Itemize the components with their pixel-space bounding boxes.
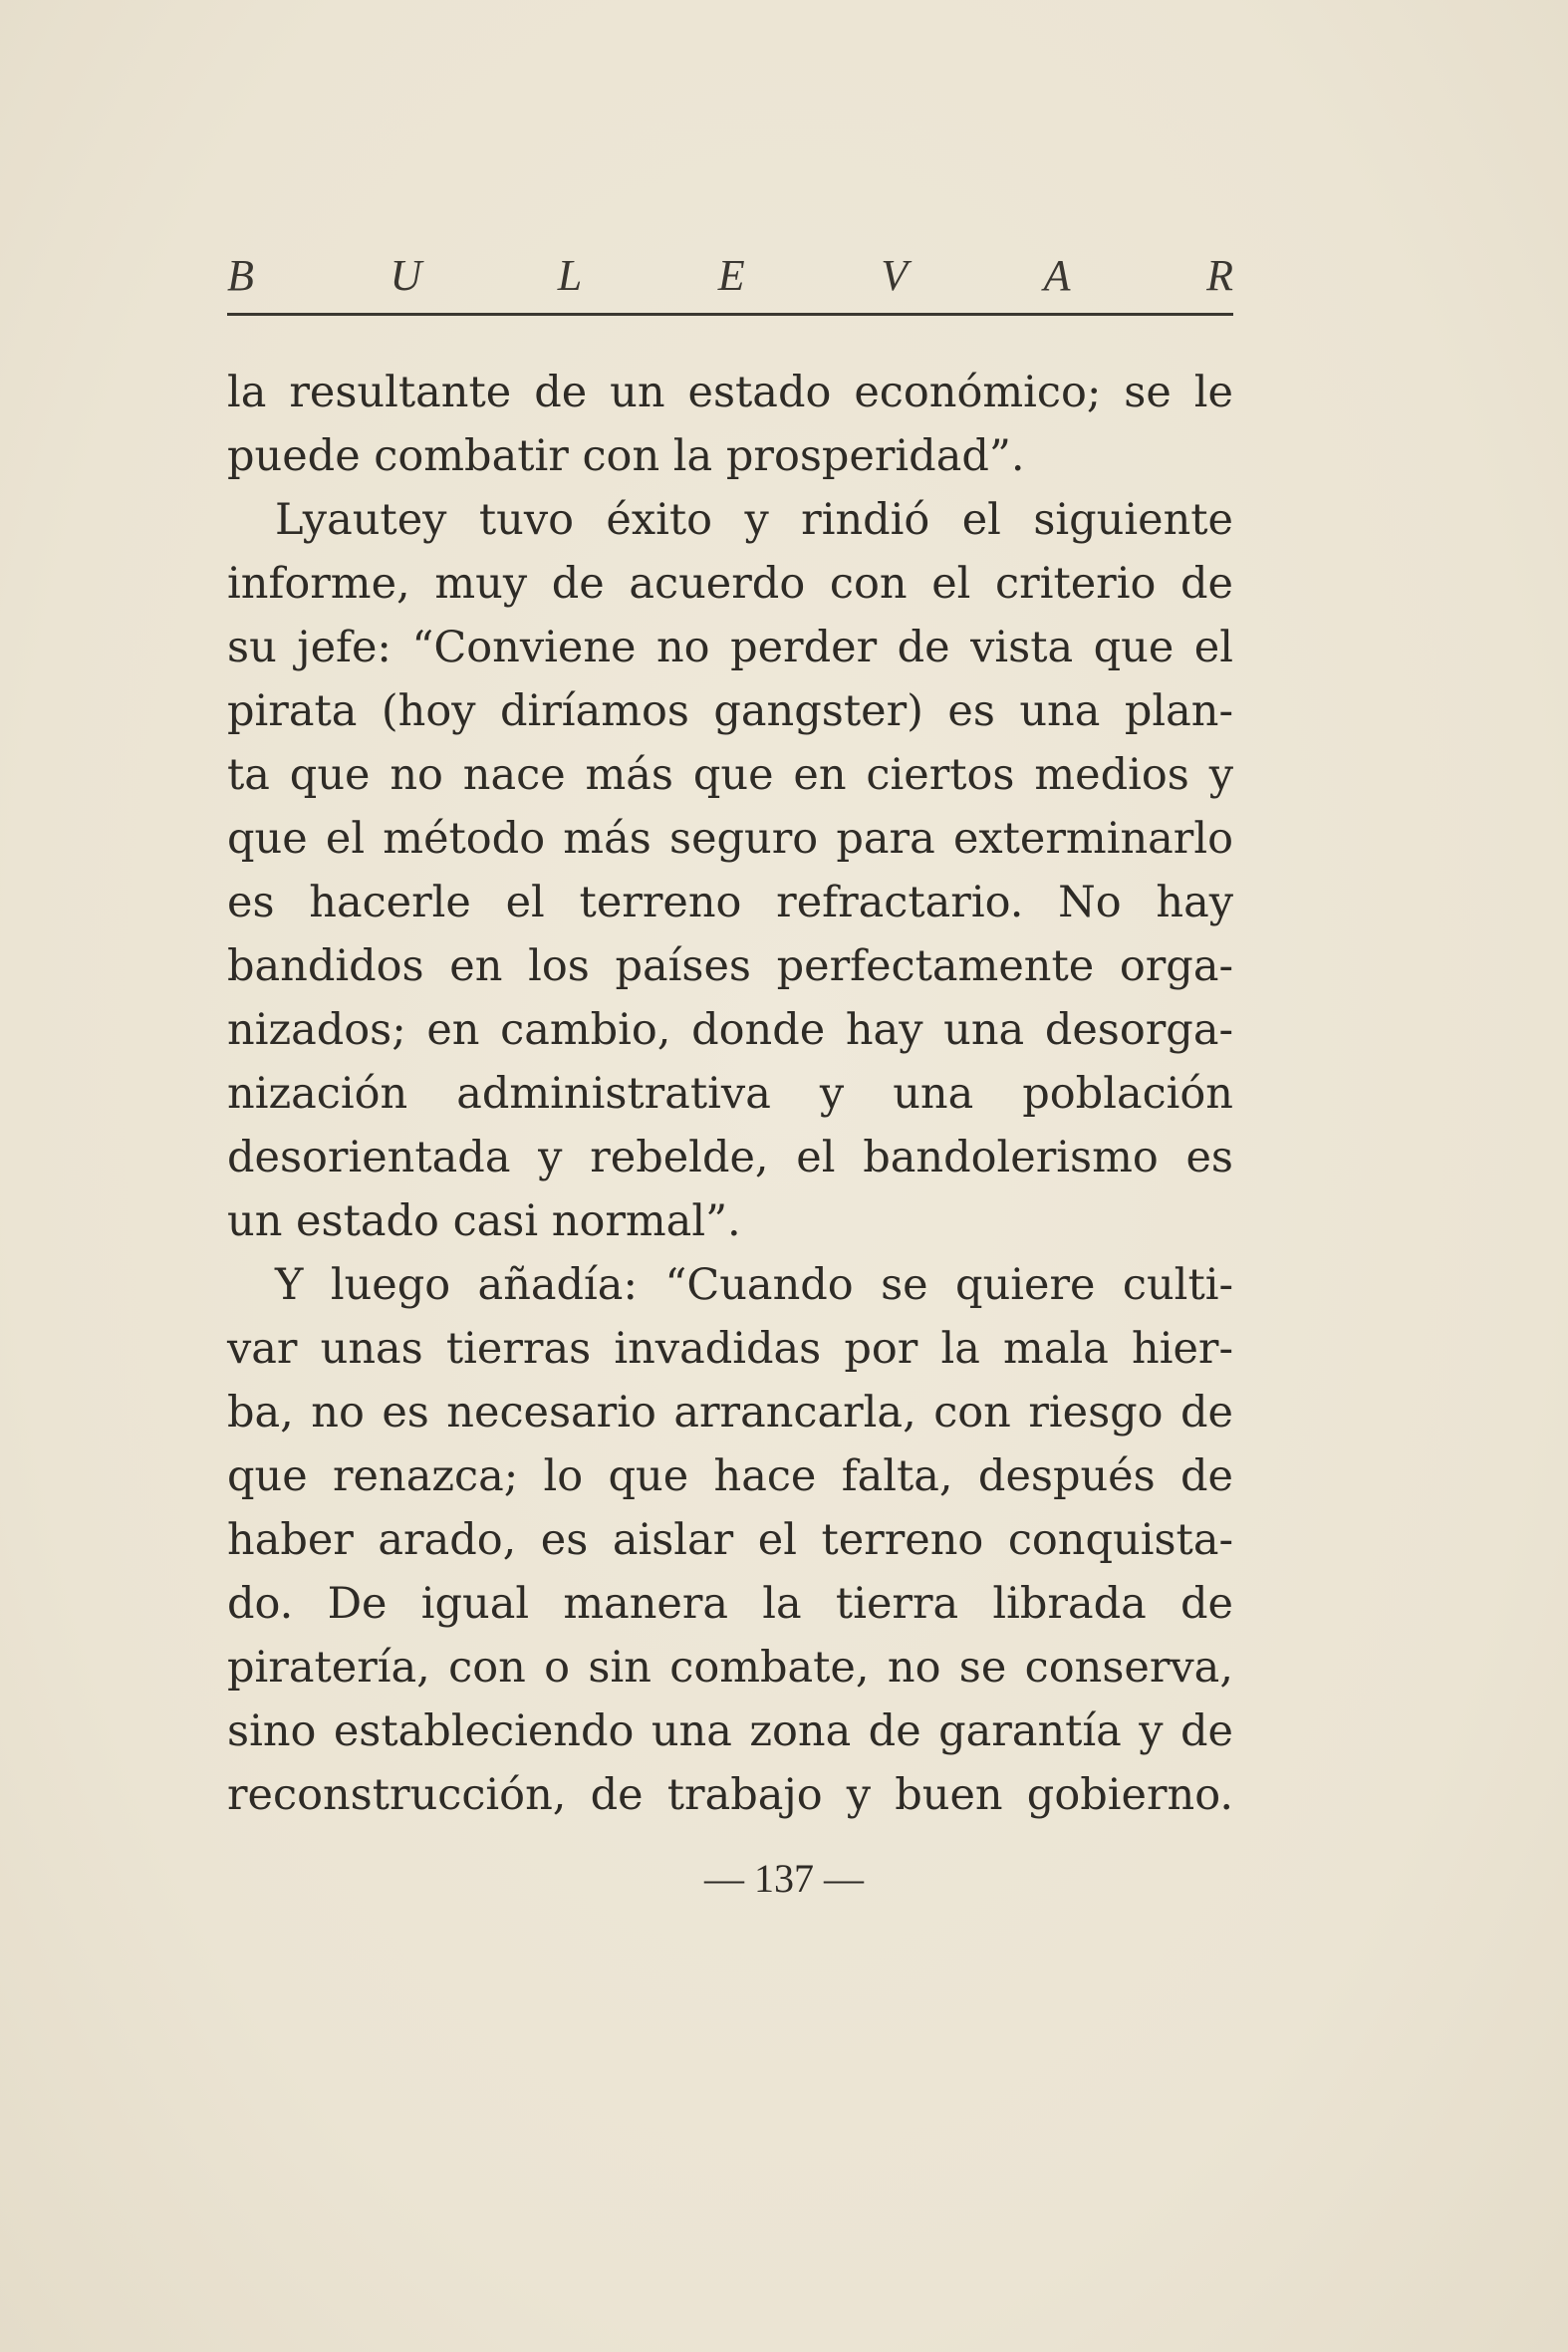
text-line: que el método más seguro para exterminarlo xyxy=(227,814,1233,864)
running-head-letter: U xyxy=(390,250,422,300)
running-head-letter: V xyxy=(881,250,909,300)
text-line: var unas tierras invadidas por la mala hier- xyxy=(227,1324,1233,1374)
running-head-letter: A xyxy=(1043,250,1071,300)
running-head-letter: L xyxy=(557,250,583,300)
text-line: Lyautey tuvo éxito y rindió el siguiente xyxy=(275,495,1233,545)
text-line: ta que no nace más que en ciertos medios y xyxy=(227,750,1233,800)
text-line: es hacerle el terreno refractario. No hay xyxy=(227,878,1233,927)
running-head-letter: R xyxy=(1206,250,1233,300)
body-text xyxy=(227,361,1233,1827)
text-line: su jefe: “Conviene no perder de vista que el xyxy=(227,623,1233,672)
text-line: reconstrucción, de trabajo y buen gobierno. xyxy=(227,1770,1233,1820)
text-line: informe, muy de acuerdo con el criterio de xyxy=(227,559,1233,609)
text-line: puede combatir con la prosperidad”. xyxy=(227,431,1025,481)
text-line: sino estableciendo una zona de garantía y de xyxy=(227,1706,1233,1756)
text-line: piratería, con o sin combate, no se conserva, xyxy=(227,1643,1233,1693)
text-line: nización administrativa y una población xyxy=(227,1069,1233,1119)
text-line: pirata (hoy diríamos gangster) es una plan- xyxy=(227,686,1233,736)
text-line: nizados; en cambio, donde hay una desorga- xyxy=(227,1005,1233,1055)
text-line: do. De igual manera la tierra librada de xyxy=(227,1579,1233,1629)
text-line: haber arado, es aislar el terreno conquista- xyxy=(227,1515,1233,1565)
text-line: desorientada y rebelde, el bandolerismo es xyxy=(227,1133,1233,1182)
text-line: la resultante de un estado económico; se le xyxy=(227,368,1233,417)
text-line: bandidos en los países perfectamente orga- xyxy=(227,941,1233,991)
text-line: Y luego añadía: “Cuando se quiere culti- xyxy=(275,1260,1233,1310)
page-number: — 137 — xyxy=(704,1856,864,1901)
text-line: ba, no es necesario arrancarla, con riesgo de xyxy=(227,1388,1233,1437)
running-head xyxy=(227,239,1233,311)
header-rule xyxy=(227,313,1233,316)
text-line: que renazca; lo que hace falta, después de xyxy=(227,1451,1233,1501)
text-line: un estado casi normal”. xyxy=(227,1196,741,1246)
running-head-letter: B xyxy=(227,250,254,300)
running-head-letter: E xyxy=(717,250,745,300)
